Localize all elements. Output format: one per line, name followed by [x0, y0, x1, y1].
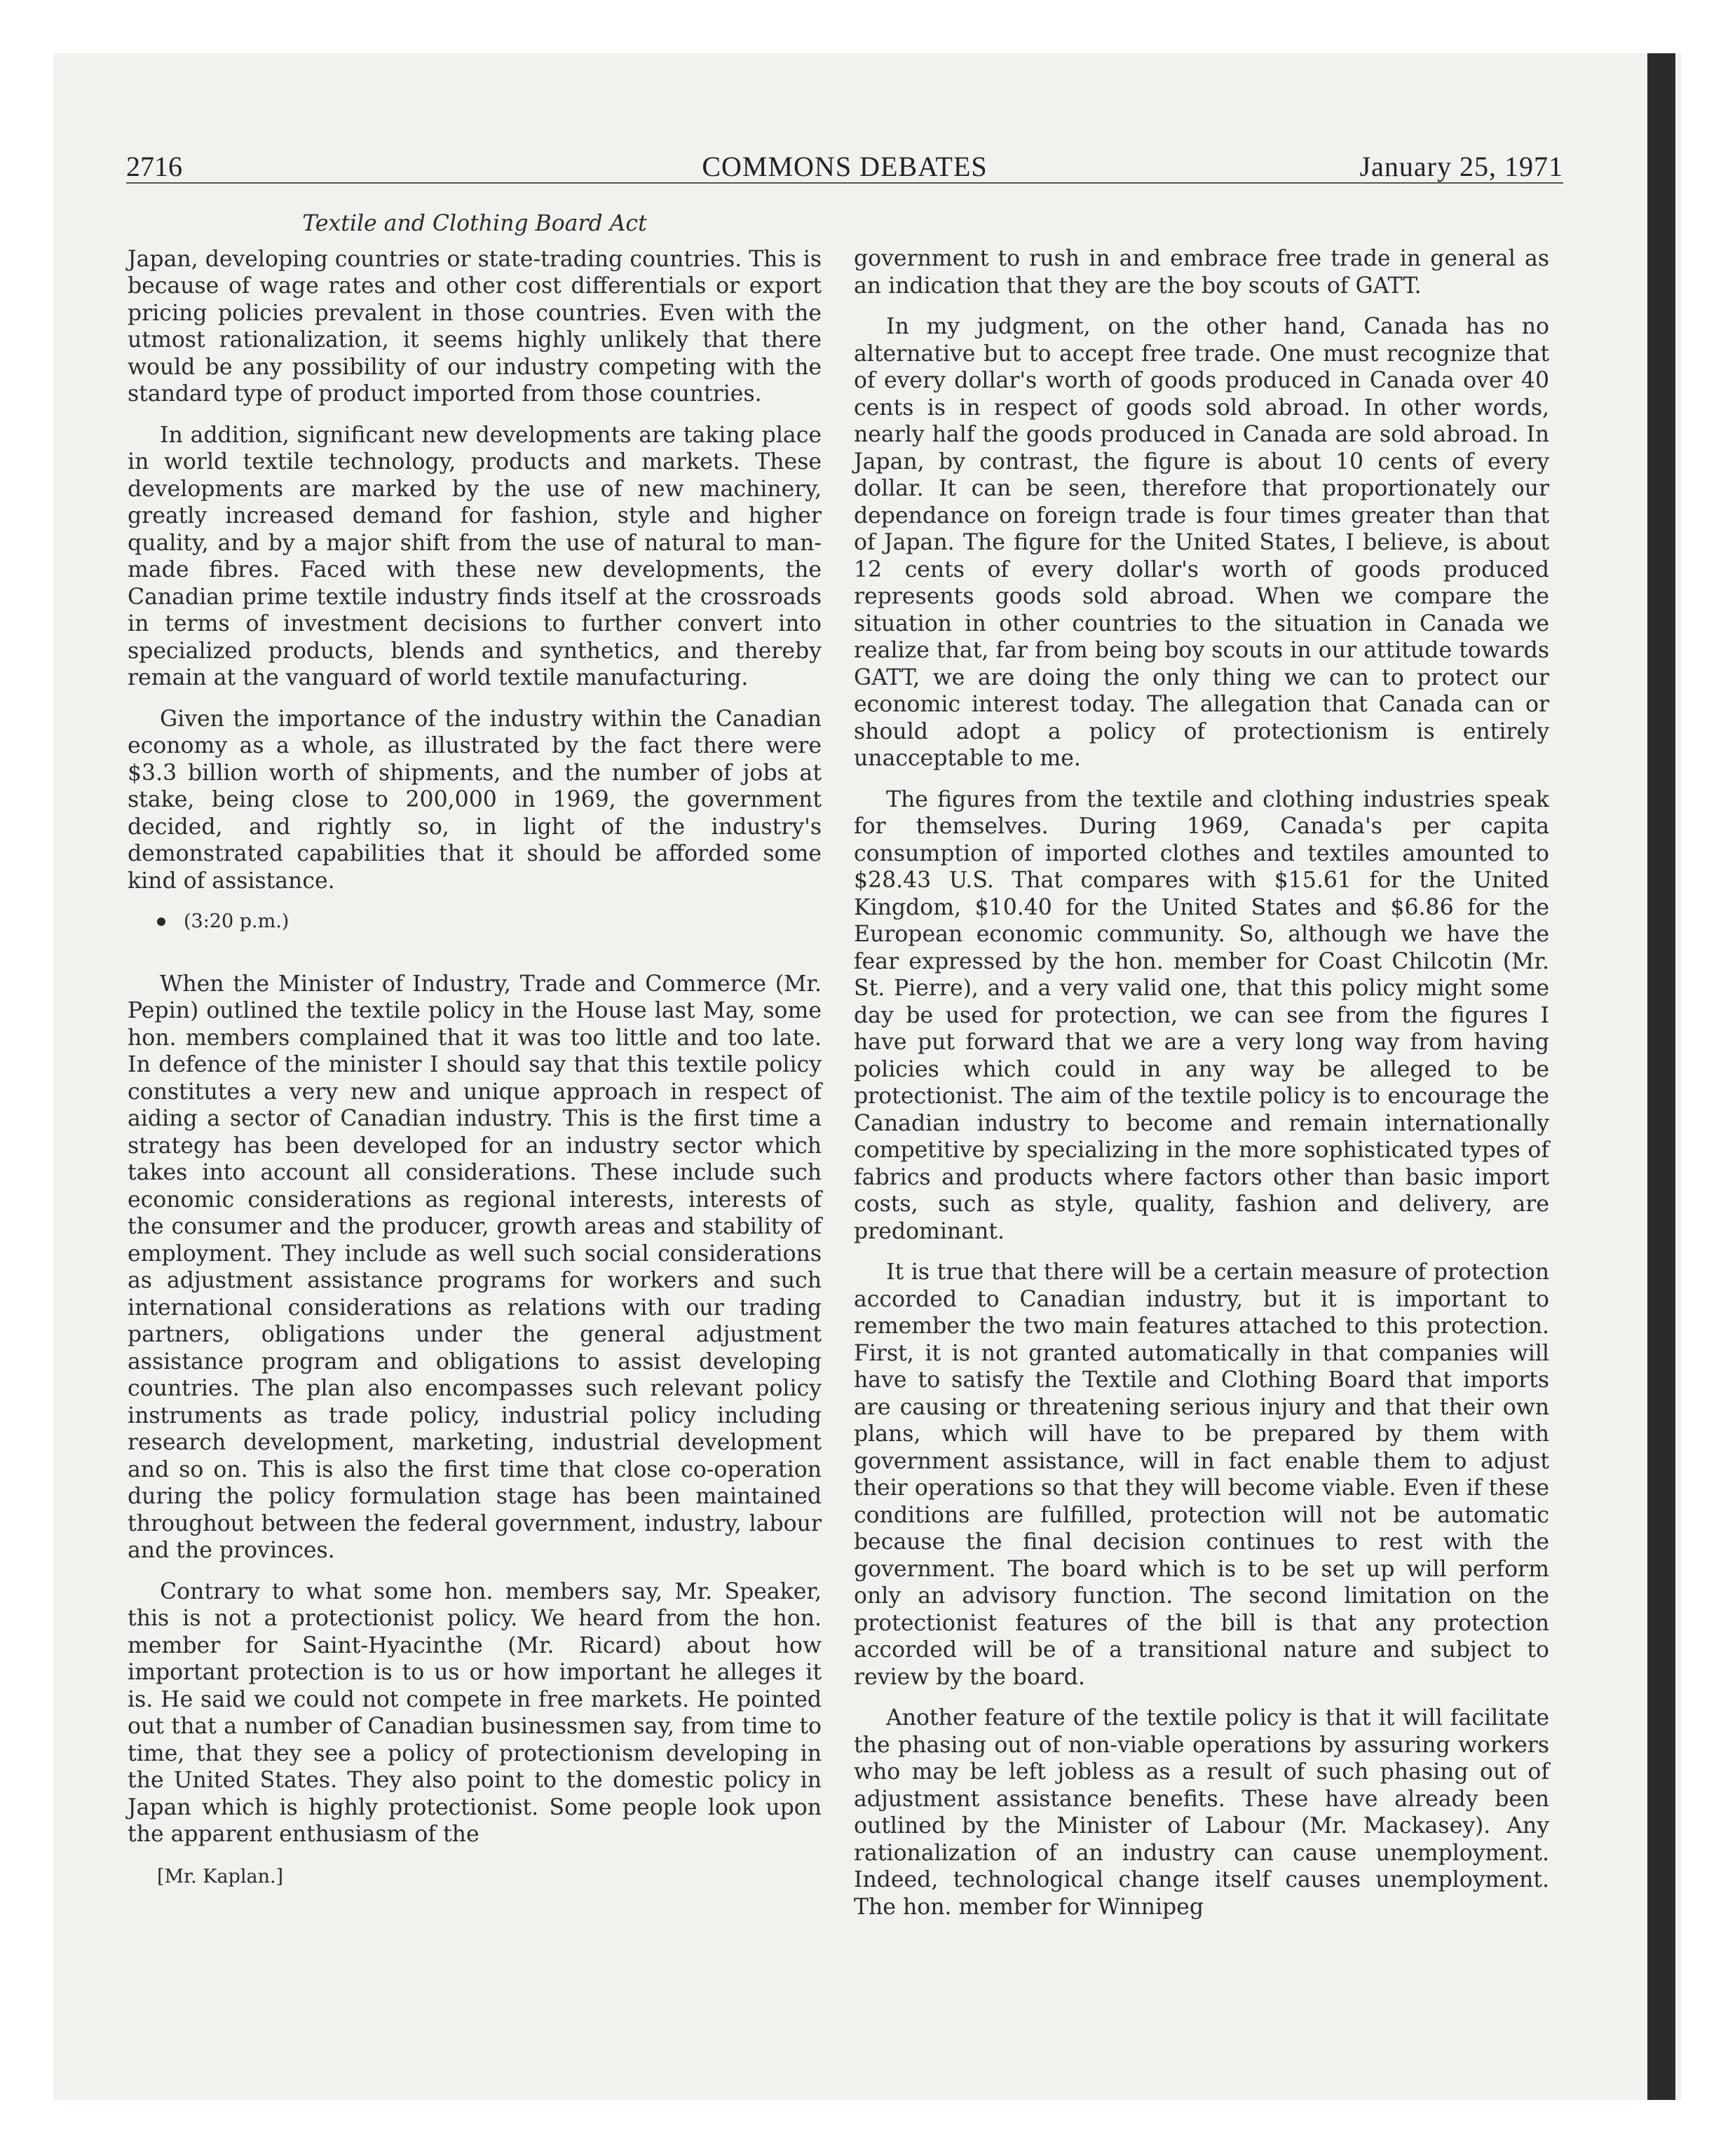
publication-date: January 25, 1971 [1359, 151, 1563, 182]
paragraph: In addition, significant new developments are taking place in world textile technology, products and markets. These developments are marked by the use of new machinery, greatly increased demand for fashion, style and higher quality, and by a major shift from the use of natural to man-made fibres. Faced with these new developments, the Canadian prime textile industry finds itself at the crossroads in terms of investment decisions to further convert into specialized products, blends and synthetics, and thereby remain at the vanguard of world textile manufacturing. [128, 422, 822, 690]
speaker-note: [Mr. Kaplan.] [157, 1865, 284, 1888]
paragraph: Japan, developing countries or state-trading countries. This is because of wage rates and other cost differentials or export pricing policies prevalent in those countries. Even with the utmost rationalization, it seems highly unlikely that there would be any possibility of our industry competing with the standard type of product imported from those countries. [128, 246, 822, 407]
paragraph: It is true that there will be a certain measure of protection accorded to Canadian industry, but it is important to remember the two main features attached to this protection. First, it is not granted automatically in that companies will have to satisfy the Textile and Clothing Board that imports are causing or threatening serious injury and that their own plans, which will have to be prepared by them with government assistance, will in fact enable them to adjust their operations so that they will become viable. Even if these conditions are fulfilled, protection will not be automatic because the final decision continues to rest with the government. The board which is to be set up will perform only an advisory function. The second limitation on the protectionist features of the bill is that any protection accorded will be of a transitional nature and subject to review by the board. [854, 1260, 1549, 1690]
bullet-icon [157, 917, 165, 926]
scan-border [1647, 53, 1675, 2100]
paragraph: The figures from the textile and clothing industries speak for themselves. During 1969, Canada's per capita consumption of imported clothes and textiles amounted to $28.43 U.S. That compares with $15.61 for the United Kingdom, $10.40 for the United States and $6.86 for the European economic community. So, although we have the fear expressed by the hon. member for Coast Chilcotin (Mr. St. Pierre), and a very valid one, that this policy might some day be used for protection, we can see from the figures I have put forward that we are a very long way from having policies which could in any way be alleged to be protectionist. The aim of the textile policy is to encourage the Canadian industry to become and remain internationally competitive by specializing in the more sophisticated types of fabrics and products where factors other than basic import costs, such as style, quality, fashion and delivery, are predominant. [854, 786, 1549, 1244]
page-header [126, 150, 1563, 184]
timestamp-text: (3:20 p.m.) [184, 910, 290, 932]
paragraph: Given the importance of the industry within the Canadian economy as a whole, as illustrated by the fact there were $3.3 billion worth of shipments, and the number of jobs at stake, being close to 200,000 in 1969, the government decided, and rightly so, in light of the industry's demonstrated capabilities that it should be afforded some kind of assistance. [128, 706, 822, 894]
paragraph: Another feature of the textile policy is that it will facilitate the phasing out of non-viable operations by assuring workers who may be left jobless as a result of such phasing out of adjustment assistance benefits. These have already been outlined by the Minister of Labour (Mr. Mackasey). Any rationalization of an industry can cause unemployment. Indeed, technological change itself causes unemployment. The hon. member for Winnipeg [854, 1705, 1549, 1920]
right-column [854, 245, 1549, 1935]
page-number: 2716 [126, 151, 182, 182]
section-title: Textile and Clothing Board Act [302, 211, 647, 236]
paragraph: In my judgment, on the other hand, Canada has no alternative but to accept free trade. One must recognize that of every dollar's worth of goods produced in Canada over 40 cents is in respect of goods sold abroad. In other words, nearly half the goods produced in Canada are sold abroad. In Japan, by contrast, the figure is about 10 cents of every dollar. It can be seen, therefore that proportionately our dependance on foreign trade is four times greater than that of Japan. The figure for the United States, I believe, is about 12 cents of every dollar's worth of goods produced represents goods sold abroad. When we compare the situation in other countries to the situation in Canada we realize that, far from being boy scouts in our attitude towards GATT, we are doing the only thing we can to protect our economic interest today. The allegation that Canada can or should adopt a policy of protectionism is entirely unacceptable to me. [854, 314, 1549, 771]
paragraph: government to rush in and embrace free trade in general as an indication that they are the boy scouts of GATT. [854, 246, 1549, 299]
paragraph: When the Minister of Industry, Trade and Commerce (Mr. Pepin) outlined the textile policy in the House last May, some hon. members complained that it was too little and too late. In defence of the minister I should say that this textile policy constitutes a very new and unique approach in respect of aiding a sector of Canadian industry. This is the first time a strategy has been developed for an industry sector which takes into account all considerations. These include such economic considerations as regional interests, interests of the consumer and the producer, growth areas and stability of employment. They include as well such social considerations as adjustment assistance programs for workers and such international considerations as relations with our trading partners, obligations under the general adjustment assistance program and obligations to assist developing countries. The plan also encompasses such relevant policy instruments as trade policy, industrial policy including research development, marketing, industrial development and so on. This is also the first time that close co-operation during the policy formulation stage has been maintained throughout between the federal government, industry, labour and the provinces. [128, 971, 822, 1563]
timestamp [157, 908, 822, 936]
left-column [128, 210, 822, 1890]
paragraph: Contrary to what some hon. members say, Mr. Speaker, this is not a protectionist policy. We heard from the hon. member for Saint-Hyacinthe (Mr. Ricard) about how important protection is to us or how important he alleges it is. He said we could not compete in free markets. He pointed out that a number of Canadian businessmen say, from time to time, that they see a policy of protectionism developing in the United States. They also point to the domestic policy in Japan which is highly protectionist. Some people look upon the apparent enthusiasm of the [128, 1578, 822, 1847]
publication-title: COMMONS DEBATES [702, 151, 988, 182]
